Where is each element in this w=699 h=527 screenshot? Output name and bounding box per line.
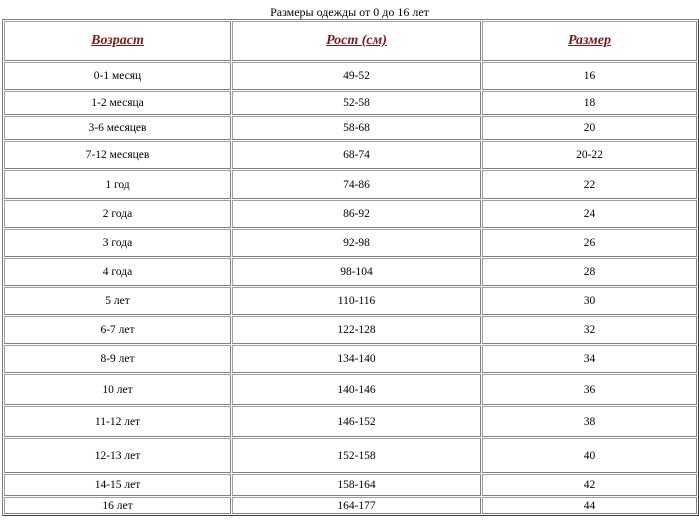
cell-size: 34 bbox=[482, 345, 697, 373]
cell-height: 158-164 bbox=[232, 474, 481, 496]
cell-age: 5 лет bbox=[4, 287, 231, 315]
cell-age: 12-13 лет bbox=[4, 438, 231, 473]
cell-age: 3-6 месяцев bbox=[4, 116, 231, 140]
cell-size: 36 bbox=[482, 374, 697, 405]
cell-size: 26 bbox=[482, 229, 697, 257]
cell-size: 30 bbox=[482, 287, 697, 315]
cell-height: 86-92 bbox=[232, 200, 481, 228]
header-height: Рост (см) bbox=[232, 21, 481, 61]
cell-height: 52-58 bbox=[232, 91, 481, 115]
cell-size: 16 bbox=[482, 62, 697, 90]
table-caption: Размеры одежды от 0 до 16 лет bbox=[270, 5, 429, 19]
cell-height: 140-146 bbox=[232, 374, 481, 405]
cell-size: 20-22 bbox=[482, 141, 697, 169]
table-row bbox=[4, 497, 697, 514]
cell-age: 3 года bbox=[4, 229, 231, 257]
cell-size: 42 bbox=[482, 474, 697, 496]
table-row bbox=[4, 287, 697, 315]
table-row bbox=[4, 438, 697, 473]
table-header-row bbox=[4, 21, 697, 61]
cell-size: 40 bbox=[482, 438, 697, 473]
table-row bbox=[4, 374, 697, 405]
table-row bbox=[4, 229, 697, 257]
cell-size: 20 bbox=[482, 116, 697, 140]
cell-size: 38 bbox=[482, 406, 697, 437]
cell-age: 4 года bbox=[4, 258, 231, 286]
size-table bbox=[2, 19, 699, 516]
cell-age: 10 лет bbox=[4, 374, 231, 405]
table-row bbox=[4, 62, 697, 90]
cell-height: 68-74 bbox=[232, 141, 481, 169]
cell-height: 49-52 bbox=[232, 62, 481, 90]
cell-age: 6-7 лет bbox=[4, 316, 231, 344]
cell-size: 22 bbox=[482, 170, 697, 199]
cell-age: 1-2 месяца bbox=[4, 91, 231, 115]
header-age: Возраст bbox=[4, 21, 231, 61]
cell-age: 8-9 лет bbox=[4, 345, 231, 373]
cell-age: 0-1 месяц bbox=[4, 62, 231, 90]
cell-height: 74-86 bbox=[232, 170, 481, 199]
table-row bbox=[4, 258, 697, 286]
cell-age: 1 год bbox=[4, 170, 231, 199]
cell-size: 32 bbox=[482, 316, 697, 344]
cell-height: 152-158 bbox=[232, 438, 481, 473]
table-row bbox=[4, 345, 697, 373]
cell-size: 24 bbox=[482, 200, 697, 228]
cell-age: 11-12 лет bbox=[4, 406, 231, 437]
cell-size: 28 bbox=[482, 258, 697, 286]
cell-age: 16 лет bbox=[4, 497, 231, 514]
table-row bbox=[4, 474, 697, 496]
cell-height: 98-104 bbox=[232, 258, 481, 286]
cell-height: 134-140 bbox=[232, 345, 481, 373]
header-size: Размер bbox=[482, 21, 697, 61]
cell-height: 146-152 bbox=[232, 406, 481, 437]
cell-height: 58-68 bbox=[232, 116, 481, 140]
table-row bbox=[4, 91, 697, 115]
cell-size: 44 bbox=[482, 497, 697, 514]
table-row bbox=[4, 141, 697, 169]
cell-height: 164-177 bbox=[232, 497, 481, 514]
cell-height: 122-128 bbox=[232, 316, 481, 344]
table-row bbox=[4, 406, 697, 437]
cell-height: 110-116 bbox=[232, 287, 481, 315]
table-row bbox=[4, 316, 697, 344]
table-row bbox=[4, 116, 697, 140]
table-row bbox=[4, 170, 697, 199]
cell-height: 92-98 bbox=[232, 229, 481, 257]
table-row bbox=[4, 200, 697, 228]
cell-age: 2 года bbox=[4, 200, 231, 228]
cell-age: 14-15 лет bbox=[4, 474, 231, 496]
cell-age: 7-12 месяцев bbox=[4, 141, 231, 169]
cell-size: 18 bbox=[482, 91, 697, 115]
